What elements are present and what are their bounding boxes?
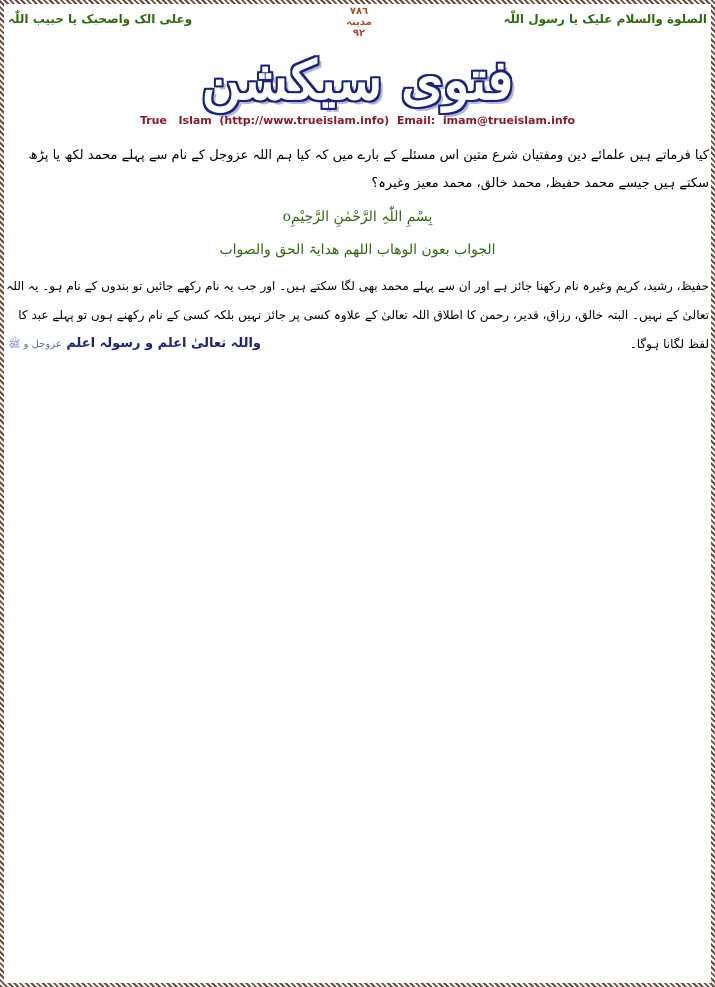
answer-text: حفیظ، رشید، کریم وغیرہ نام رکھنا جائز ہے اور ان سے پہلے محمد بھی لگا سکتے ہیں۔ اور جب یہ نام رکھے جائیں تو بندوں کے نام ہو۔ یہ اللہ تعالیٰ کے نہیں۔ البتہ خالق، رزاق، قدیر، رحمن کا اطلاق اللہ تعالیٰ کے علاوہ کسی پر جائز نہیں بلکہ کسی کے نام رکھنے ہوں تو پہلے عبد کا لفظ لگانا ہوگا۔ xyxy=(6,279,709,351)
madani-sub: ٩٢ xyxy=(352,28,366,39)
question-text: کیا فرماتے ہیں علمائے دین ومفتیان شرع متین اس مسئلے کے بارے میں کہ کیا ہم اللہ عزوجل کے نام سے پہلے محمد لکھ یا پڑھ سکتے ہیں جیسے محمد حفیظ، محمد خالق، محمد معیز وغیرہ؟ xyxy=(28,148,709,191)
email-link[interactable]: imam@trueislam.info xyxy=(442,114,576,127)
honorific-glyph: عزوجل و ﷺ xyxy=(8,339,62,350)
site-url-link[interactable]: (http://www.trueislam.info) xyxy=(219,114,390,127)
header-salutation-right: الصلوة والسلام علیک یا رسول اللّٰہ xyxy=(503,12,707,26)
page-title: فتوی سیکشن xyxy=(201,48,514,112)
contact-line xyxy=(4,114,711,127)
email-label: Email: xyxy=(396,114,436,127)
madani-label: مدینہ xyxy=(346,17,372,28)
fatwa-page xyxy=(4,4,711,983)
madani-number: ٧٨٦ xyxy=(349,6,369,17)
closing-line xyxy=(8,336,261,352)
bismillah: بِسْمِ اللّٰہِ الرَّحْمٰنِ الرَّحِیْمِo xyxy=(282,209,433,225)
header-madani-mark xyxy=(334,6,384,39)
closing-text: واللہ تعالیٰ اعلم و رسولہ اعلم xyxy=(66,336,261,351)
header-salutation-left: وعلی الک واصحبک یا حبیب اللّٰہ xyxy=(8,12,193,26)
answer-heading: الجواب بعون الوھاب اللھم ھدایۃ الحق والصواب xyxy=(219,242,496,258)
site-name: True Islam xyxy=(139,114,212,127)
